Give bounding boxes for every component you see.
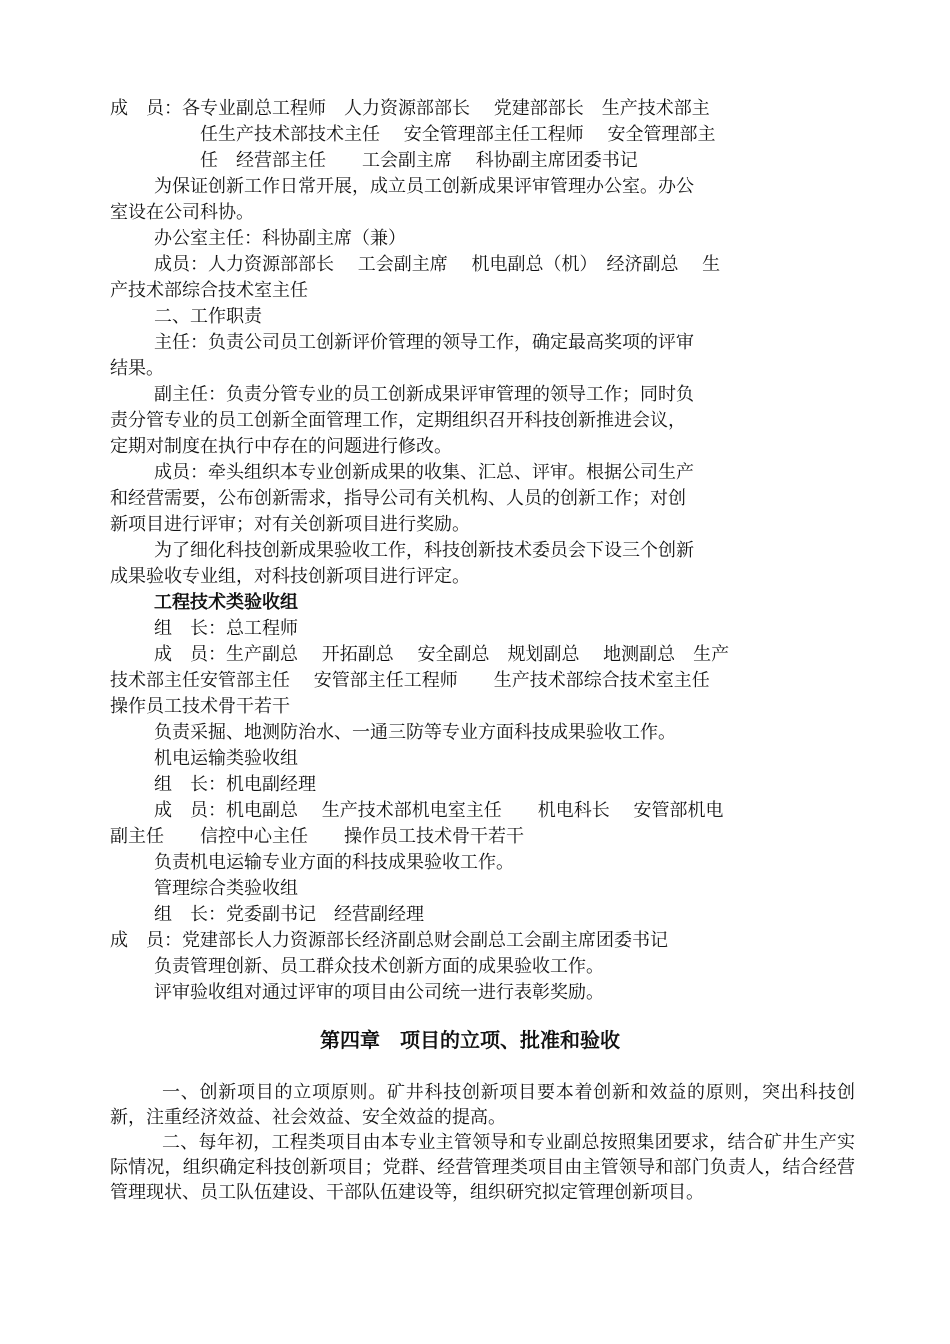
duties-director-2: 结果。 [110, 358, 164, 379]
office-line-1: 为保证创新工作日常开展，成立员工创新成果评审管理办公室。办公 [154, 176, 694, 197]
management-group-reward: 评审验收组对通过评审的项目由公司统一进行表彰奖励。 [154, 982, 604, 1003]
electromech-group [110, 746, 850, 876]
electromech-group-members-2: 副主任 信控中心主任 操作员工技术骨干若干 [110, 826, 524, 847]
duties-deputy-1: 副主任：负责分管专业的员工创新成果评审管理的领导工作；同时负 [154, 384, 694, 405]
chapter-4-paragraph-2: 二、每年初，工程类项目由本专业主管领导和专业副总按照集团要求，结合矿井生产实际情况，组织确定科技创新项目；党群、经营管理类项目由主管领导和部门负责人，结合经营管理现状、员工队伍建设、干部队伍建设等，组织研究拟定管理创新项目。 [110, 1132, 855, 1203]
office-director: 办公室主任：科协副主席（兼） [154, 228, 406, 249]
duties-members-1: 成员：牵头组织本专业创新成果的收集、汇总、评审。根据公司生产 [154, 462, 694, 483]
engineering-group-members-1: 成 员：生产副总 开拓副总 安全副总 规划副总 地测副总 生产 [154, 644, 730, 665]
document-page [110, 96, 855, 1205]
members-line-2: 任生产技术部技术主任 安全管理部主任工程师 安全管理部主 [200, 124, 716, 145]
engineering-group-title: 工程技术类验收组 [154, 592, 298, 613]
committee-members-block [110, 96, 850, 174]
engineering-group-members-2: 技术部主任安管部主任 安管部主任工程师 生产技术部综合技术室主任 [110, 670, 710, 691]
electromech-group-scope: 负责机电运输专业方面的科技成果验收工作。 [154, 852, 514, 873]
management-group-members: 成 员：党建部长人力资源部长经济副总财会副总工会副主席团委书记 [110, 930, 668, 951]
office-members-1: 成员：人力资源部部长 工会副主席 机电副总（机） 经济副总 生 [154, 254, 721, 275]
electromech-group-leader: 组 长：机电副经理 [154, 774, 316, 795]
office-block [110, 174, 850, 304]
engineering-group-scope: 负责采掘、地测防治水、一通三防等专业方面科技成果验收工作。 [154, 722, 676, 743]
engineering-group-leader: 组 长：总工程师 [154, 618, 298, 639]
chapter-4-body [110, 1080, 855, 1205]
office-line-2: 室设在公司科协。 [110, 202, 254, 223]
management-group [110, 876, 850, 1006]
management-group-scope: 负责管理创新、员工群众技术创新方面的成果验收工作。 [154, 956, 604, 977]
engineering-group-members-3: 操作员工技术骨干若干 [110, 696, 290, 717]
office-members-2: 产技术部综合技术室主任 [110, 280, 308, 301]
electromech-group-members-1: 成 员：机电副总 生产技术部机电室主任 机电科长 安管部机电 [154, 800, 724, 821]
duties-block [110, 304, 850, 590]
electromech-group-title: 机电运输类验收组 [154, 748, 298, 769]
engineering-group [110, 590, 850, 746]
management-group-title: 管理综合类验收组 [154, 878, 298, 899]
duties-groups-1: 为了细化科技创新成果验收工作，科技创新技术委员会下设三个创新 [154, 540, 694, 561]
duties-members-2: 和经营需要，公布创新需求，指导公司有关机构、人员的创新工作；对创 [110, 488, 686, 509]
duties-heading: 二、工作职责 [154, 306, 262, 327]
duties-director-1: 主任：负责公司员工创新评价管理的领导工作，确定最高奖项的评审 [154, 332, 694, 353]
chapter-4-paragraph-1: 一、创新项目的立项原则。矿井科技创新项目要本着创新和效益的原则，突出科技创新，注重经济效益、社会效益、安全效益的提高。 [110, 1082, 855, 1128]
management-group-leader: 组 长：党委副书记 经营副经理 [154, 904, 424, 925]
members-line-1: 成 员：各专业副总工程师 人力资源部部长 党建部部长 生产技术部主 [110, 98, 710, 119]
duties-groups-2: 成果验收专业组，对科技创新项目进行评定。 [110, 566, 470, 587]
duties-members-3: 新项目进行评审；对有关创新项目进行奖励。 [110, 514, 470, 535]
chapter-4-title: 第四章 项目的立项、批准和验收 [320, 1028, 620, 1052]
duties-deputy-2: 责分管专业的员工创新全面管理工作，定期组织召开科技创新推进会议， [110, 410, 686, 431]
members-line-3: 任 经营部主任 工会副主席 科协副主席团委书记 [200, 150, 638, 171]
duties-deputy-3: 定期对制度在执行中存在的问题进行修改。 [110, 436, 452, 457]
